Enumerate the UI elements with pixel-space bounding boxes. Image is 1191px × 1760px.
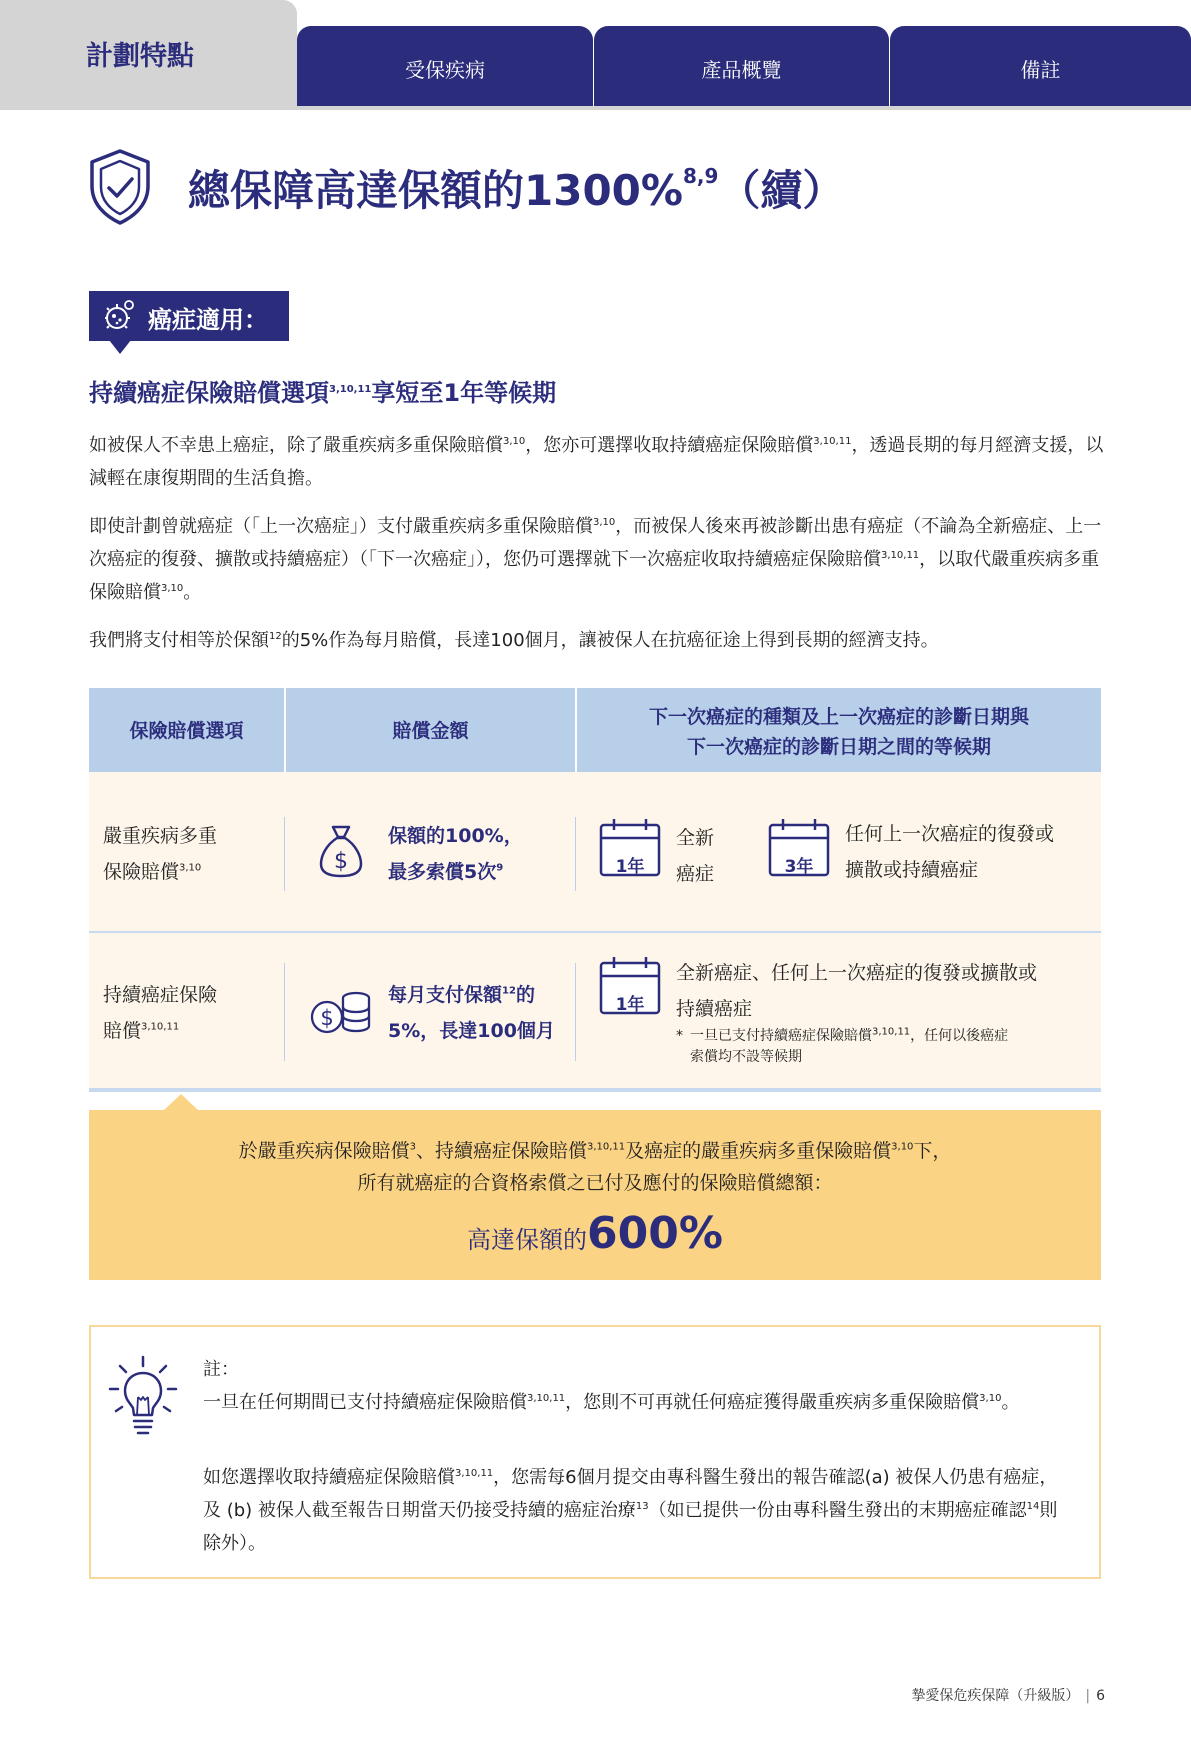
- money-bag-icon: [318, 823, 364, 883]
- tab-covered-illnesses[interactable]: [297, 26, 593, 110]
- row2-footnote: * 一旦已支付持續癌症保險賠償$^{3,10,11}$，任何以後癌症 索償均不設等候期: [676, 1026, 1009, 1065]
- header-option: 保險賠償選項: [129, 720, 244, 742]
- row1-wait1-period: 1年: [615, 857, 645, 877]
- tab-remarks[interactable]: [890, 26, 1191, 110]
- cell-divider: [575, 817, 576, 891]
- row2-wait-desc: 全新癌症、任何上一次癌症的復發或擴散或 持續癌症: [676, 962, 1038, 1020]
- page-number: 6: [1096, 1688, 1105, 1704]
- row1-option: 嚴重疾病多重 保險賠償$^{3,10}$: [103, 825, 218, 883]
- svg-text:$: $: [320, 1006, 334, 1030]
- header-amount: 賠償金額: [392, 720, 469, 742]
- tab-product-overview-label: 產品概覽: [701, 57, 782, 82]
- shield-check-icon: [88, 148, 152, 230]
- tab-plan-features[interactable]: [0, 0, 297, 110]
- tab-bar-underline: [0, 106, 1191, 110]
- coins-icon: [308, 986, 374, 1040]
- header-waiting-period: 下一次癌症的種類及上一次癌症的診斷日期與 下一次癌症的診斷日期之間的等候期: [648, 706, 1029, 758]
- paragraph-3: 我們將支付相等於保額$^{12}$的5%作為每月賠償，長達100個月，讓被保人在抗癌征途上得到長期的經濟支持。: [89, 630, 939, 651]
- cancer-cell-icon: [100, 298, 136, 338]
- summary-total: 高達保額的600%: [467, 1208, 723, 1259]
- tab-product-overview[interactable]: [594, 26, 889, 110]
- summary-pointer: [163, 1094, 199, 1111]
- row1-wait1-desc: 全新 癌症: [676, 827, 715, 885]
- row2-option: 持續癌症保險 賠償$^{3,10,11}$: [103, 984, 218, 1042]
- svg-text:$: $: [334, 849, 348, 874]
- cell-divider: [284, 963, 285, 1061]
- tab-remarks-label: 備註: [1020, 57, 1061, 82]
- note-2: 如您選擇收取持續癌症保險賠償$^{3,10,11}$，您需每6個月提交由專科醫生發出的報告確認(a) 被保人仍患有癌症，及 (b) 被保人截至報告日期當天仍接受持續的癌症治療$^{13}$（如已提供一份由專科醫生發出的末期癌症確認$^{14}$則除外）。: [203, 1467, 1058, 1554]
- note-heading: 註：: [203, 1359, 239, 1380]
- row1-wait2-desc: 任何上一次癌症的復發或 擴散或持續癌症: [845, 823, 1055, 881]
- paragraph-1: 如被保人不幸患上癌症，除了嚴重疾病多重保險賠償$^{3,10}$，您亦可選擇收取持續癌症保險賠償$^{3,10,11}$，透過長期的每月經濟支援，以減輕在康復期間的生活負擔。: [89, 435, 1104, 489]
- row1-wait2-period: 3年: [784, 857, 814, 877]
- row2-amount: 每月支付保額$^{12}$的 5%，長達100個月: [388, 984, 555, 1042]
- cell-divider: [284, 817, 285, 891]
- page-title: 總保障高達保額的1300%$^{8,9}$（續）: [188, 164, 845, 215]
- summary-line-1: 於嚴重疾病保險賠償$^3$、持續癌症保險賠償$^{3,10,11}$及癌症的嚴重疾病多重保險賠償$^{3,10}$下，: [238, 1140, 952, 1162]
- paragraph-2: 即使計劃曾就癌症（「上一次癌症」）支付嚴重疾病多重保險賠償$^{3,10}$，而被保人後來再被診斷出患有癌症（不論為全新癌症、上一次癌症的復發、擴散或持續癌症）（「下一次癌症」），您仍可選擇就下一次癌症收取持續癌症保險賠償$^{3,10,11}$，以取代嚴重疾病多重保險賠償$^{3,10}$。: [89, 516, 1102, 603]
- section-label: 癌症適用：: [148, 306, 268, 334]
- row1-amount: 保額的100%， 最多索償5次$^9$: [388, 825, 523, 883]
- tab-plan-features-label: 計劃特點: [86, 41, 194, 72]
- note-1: 一旦在任何期間已支付持續癌症保險賠償$^{3,10,11}$，您則不可再就任何癌症獲得嚴重疾病多重保險賠償$^{3,10}$。: [203, 1392, 1020, 1413]
- tab-covered-illnesses-label: 受保疾病: [405, 57, 485, 82]
- page-footer: 摯愛保危疾保障（升級版） | 6: [911, 1688, 1105, 1704]
- subheading: 持續癌症保險賠償選項$^{3,10,11}$享短至1年等候期: [89, 379, 557, 407]
- row2-wait-period: 1年: [615, 995, 645, 1015]
- section-label-pointer: [109, 340, 131, 354]
- cell-divider: [575, 963, 576, 1061]
- table-bottom-border: [89, 1088, 1101, 1092]
- summary-line-2: 所有就癌症的合資格索償之已付及應付的保險賠償總額：: [357, 1172, 833, 1194]
- lightbulb-icon: [108, 1355, 178, 1447]
